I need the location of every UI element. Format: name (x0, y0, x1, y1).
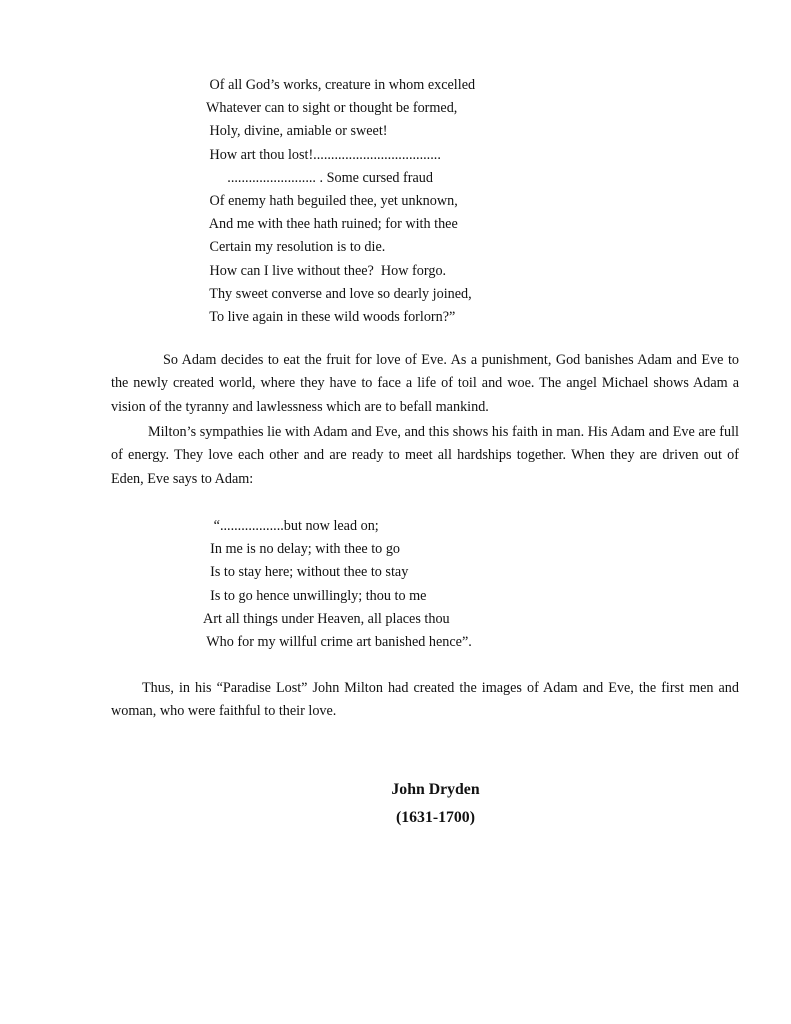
poem-line: Thy sweet converse and love so dearly joined, (206, 285, 472, 302)
section-heading-years: (1631-1700) (396, 809, 475, 826)
poem-line: Whatever can to sight or thought be formed, (206, 100, 458, 117)
poem-line: Certain my resolution is to die. (206, 239, 386, 256)
paragraph-adam-decision: So Adam decides to eat the fruit for love of Eve. As a punishment, God banishes Adam and Eve to the newly created world, where they have to face a life of toil and woe. The angel Michael shows Adam a vision of the tyranny and lawlessness which are to befall mankind. (111, 352, 739, 415)
poem-line: Who for my willful crime art banished hence”. (203, 634, 472, 651)
poem-line: To live again in these wild woods forlorn?” (206, 309, 456, 326)
poem-line: Is to stay here; without thee to stay (203, 564, 409, 581)
paragraph-milton-sympathies: Milton’s sympathies lie with Adam and Eve, and this shows his faith in man. His Adam and Eve are full of energy. They love each other and are ready to meet all hardships together. When they are driven out of Eden, Eve says to Adam: (111, 424, 739, 487)
poem-line: In me is no delay; with thee to go (203, 541, 401, 558)
poem-line: ......................... . Some cursed fraud (206, 169, 433, 186)
section-heading-author: John Dryden (391, 781, 480, 798)
paragraph-conclusion: Thus, in his “Paradise Lost” John Milton had created the images of Adam and Eve, the first men and woman, who were faithful to their love. (111, 680, 739, 720)
poem-line: Of enemy hath beguiled thee, yet unknown, (206, 193, 458, 210)
poem-line: How art thou lost!.................................... (206, 146, 441, 163)
poem-line: “..................but now lead on; (203, 518, 379, 534)
poem-line: Of all God’s works, creature in whom excelled (206, 77, 476, 93)
poem-line: And me with thee hath ruined; for with thee (206, 216, 458, 233)
poem-line: Art all things under Heaven, all places thou (203, 610, 450, 627)
poem-excerpt-adam (206, 74, 475, 329)
poem-line: Is to go hence unwillingly; thou to me (203, 587, 427, 604)
poem-line: How can I live without thee? How forgo. (206, 262, 447, 279)
poem-excerpt-eve (203, 515, 472, 654)
poem-line: Holy, divine, amiable or sweet! (206, 123, 388, 140)
